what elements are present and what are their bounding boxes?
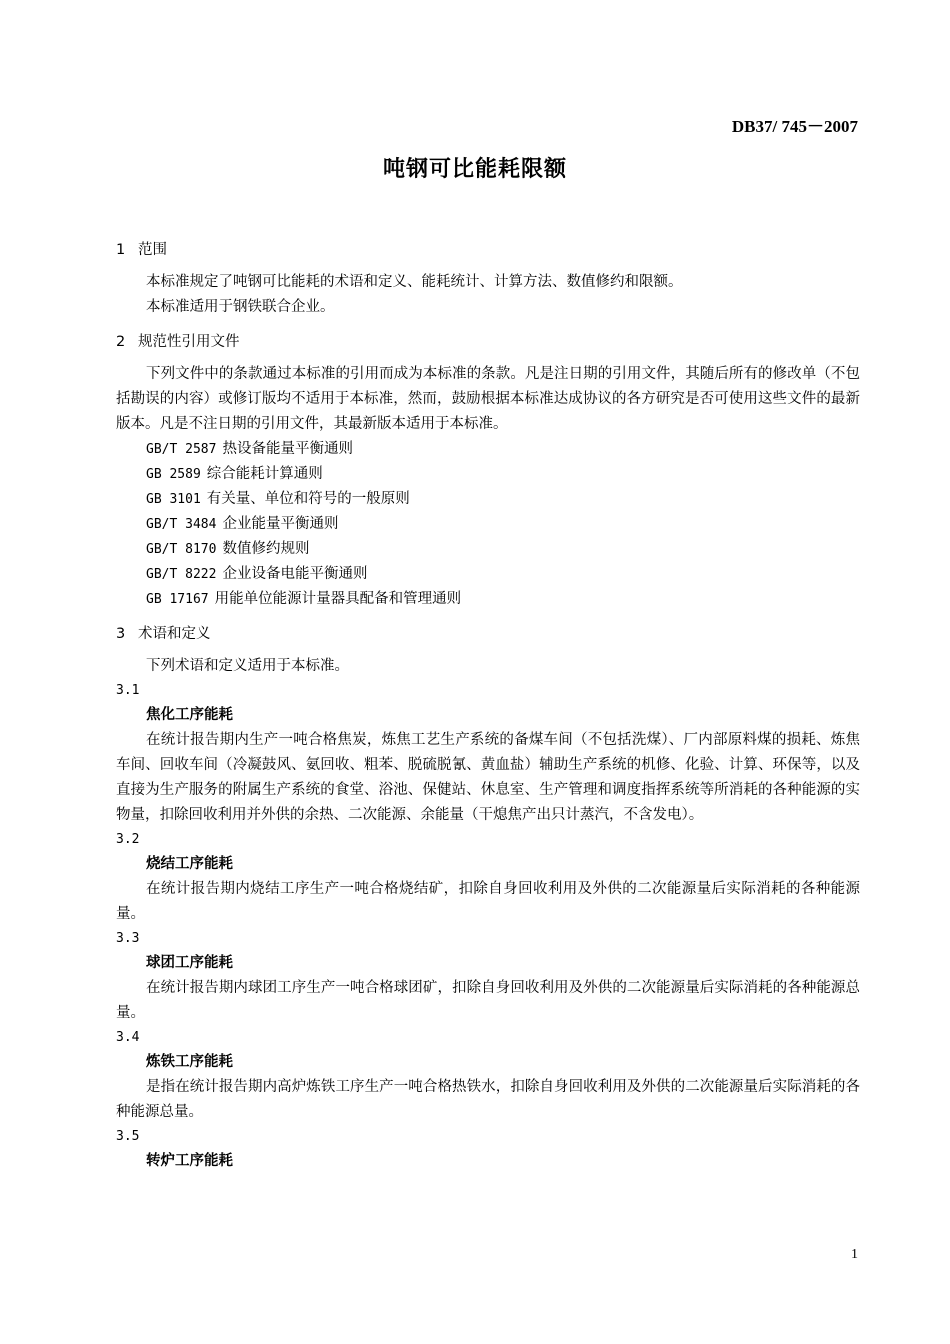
- paragraph: 下列文件中的条款通过本标准的引用而成为本标准的条款。凡是注日期的引用文件，其随后所有的修改单（不包括勘误的内容）或修订版均不适用于本标准，然而，鼓励根据本标准达成协议的各方研究是否可使用这些文件的最新版本。凡是不注日期的引用文件，其最新版本适用于本标准。: [116, 366, 860, 432]
- section-number: 1: [116, 242, 126, 258]
- paragraph: 本标准规定了吨钢可比能耗的术语和定义、能耗统计、计算方法、数值修约和限额。: [146, 274, 683, 290]
- term-number: 3.3: [116, 931, 140, 946]
- paragraph: 下列术语和定义适用于本标准。: [146, 658, 349, 674]
- term-definition: 在统计报告期内球团工序生产一吨合格球团矿，扣除自身回收利用及外供的二次能源量后实际消耗的各种能源总量。: [116, 980, 860, 1021]
- reference-item: [116, 462, 860, 487]
- reference-code: GB/T 8170: [146, 542, 217, 557]
- reference-item: [116, 437, 860, 462]
- section-number: 3: [116, 626, 126, 642]
- reference-name: 企业设备电能平衡通则: [222, 566, 368, 582]
- reference-item: [116, 512, 860, 537]
- paragraph: 本标准适用于钢铁联合企业。: [146, 299, 335, 315]
- reference-item: [116, 562, 860, 587]
- section-title: 范围: [138, 242, 167, 258]
- reference-name: 热设备能量平衡通则: [222, 441, 353, 457]
- section-title: 规范性引用文件: [138, 334, 240, 350]
- term-number: 3.2: [116, 832, 140, 847]
- reference-item: [116, 537, 860, 562]
- page-number: 1: [851, 1247, 858, 1262]
- term-name: 转炉工序能耗: [146, 1153, 233, 1169]
- reference-name: 企业能量平衡通则: [222, 516, 339, 532]
- term-name: 炼铁工序能耗: [146, 1054, 233, 1070]
- document-body: [116, 238, 860, 1174]
- reference-name: 有关量、单位和符号的一般原则: [206, 491, 410, 507]
- reference-code: GB/T 2587: [146, 442, 217, 457]
- reference-code: GB/T 3484: [146, 517, 217, 532]
- section-heading-scope: [116, 238, 860, 262]
- term-number: 3.4: [116, 1030, 140, 1045]
- term-name: 球团工序能耗: [146, 955, 233, 971]
- section-title: 术语和定义: [138, 626, 211, 642]
- term-definition: 在统计报告期内烧结工序生产一吨合格烧结矿，扣除自身回收利用及外供的二次能源量后实际消耗的各种能源量。: [116, 881, 860, 922]
- reference-code: GB 17167: [146, 592, 209, 607]
- term-name: 焦化工序能耗: [146, 707, 233, 723]
- term-number: 3.1: [116, 683, 140, 698]
- term-definition: 在统计报告期内生产一吨合格焦炭，炼焦工艺生产系统的备煤车间（不包括洗煤）、厂内部原料煤的损耗、炼焦车间、回收车间（冷凝鼓风、氨回收、粗苯、脱硫脱氰、黄血盐）辅助生产系统的机修、化验、计算、环保等，以及直接为生产服务的附属生产系统的食堂、浴池、保健站、休息室、生产管理和调度指挥系统等所消耗的各种能源的实物量，扣除回收利用并外供的余热、二次能源、余能量（干熄焦产出只计蒸汽，不含发电）。: [116, 732, 860, 823]
- reference-code: GB 3101: [146, 492, 201, 507]
- reference-name: 用能单位能源计量器具配备和管理通则: [214, 591, 462, 607]
- reference-item: [116, 587, 860, 612]
- reference-name: 数值修约规则: [222, 541, 310, 557]
- section-heading-terms: [116, 622, 860, 646]
- reference-code: GB/T 8222: [146, 567, 217, 582]
- standard-code: DB37/ 745－2007: [731, 117, 858, 136]
- reference-name: 综合能耗计算通则: [206, 466, 323, 482]
- section-heading-references: [116, 330, 860, 354]
- reference-item: [116, 487, 860, 512]
- document-title: 吨钢可比能耗限额: [382, 157, 567, 182]
- section-number: 2: [116, 334, 126, 350]
- reference-code: GB 2589: [146, 467, 201, 482]
- term-number: 3.5: [116, 1129, 140, 1144]
- term-name: 烧结工序能耗: [146, 856, 233, 872]
- term-definition: 是指在统计报告期内高炉炼铁工序生产一吨合格热铁水，扣除自身回收利用及外供的二次能源量后实际消耗的各种能源总量。: [116, 1079, 860, 1120]
